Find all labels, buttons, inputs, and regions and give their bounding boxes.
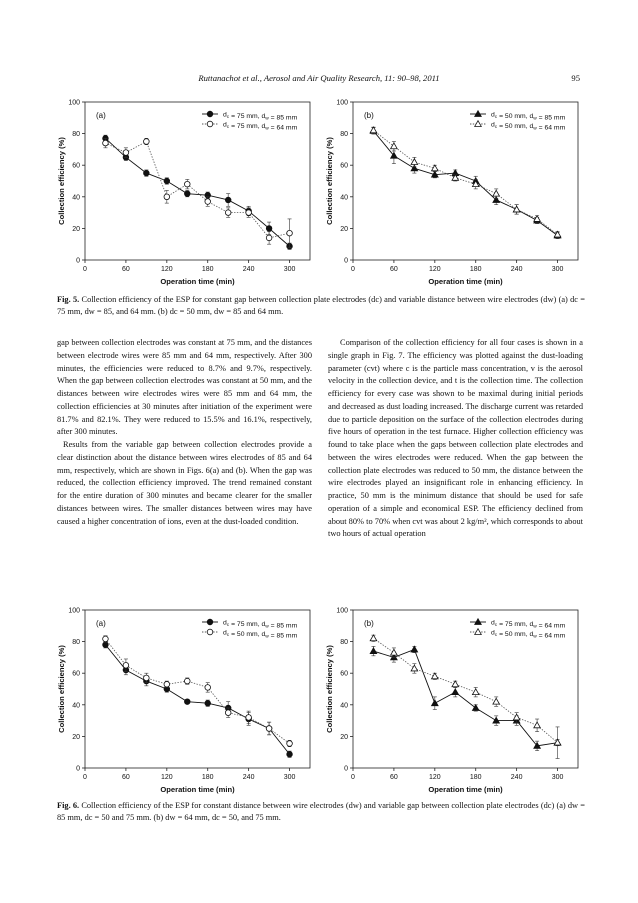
x-tick-label: 240 [510,774,523,781]
panel-label: (a) [96,111,106,120]
y-tick-label: 0 [76,765,80,773]
x-tick-label: 60 [122,774,130,781]
legend [202,111,298,131]
body-right-column [328,337,583,541]
series-2 [370,127,561,238]
y-tick-label: 80 [340,131,348,139]
x-tick-label: 120 [160,774,173,781]
legend-label-2: $d_c = 50$ mm, $d_w = 85$ mm [223,629,298,640]
x-tick-label: 0 [83,774,87,781]
y-tick-label: 20 [72,733,80,741]
data-point [266,235,272,241]
data-point [513,206,520,212]
series-2 [103,636,293,747]
x-tick-label: 300 [551,774,564,781]
x-tick-label: 0 [83,266,87,273]
y-tick-label: 60 [72,670,80,678]
data-point [287,230,293,236]
data-point [287,741,293,747]
series-line [105,138,289,246]
y-tick-label: 40 [340,702,348,710]
legend-label-1: $d_c = 75$ mm, $d_w = 64$ mm [491,619,566,630]
data-point [493,190,500,196]
series-line [105,142,289,238]
x-tick-label: 60 [390,266,398,273]
legend-label-2: $d_c = 75$ mm, $d_w = 64$ mm [223,121,298,132]
data-point [391,143,398,149]
x-tick-label: 120 [428,774,441,781]
data-point [164,681,170,687]
y-tick-label: 80 [72,639,80,647]
y-tick-label: 0 [76,257,80,265]
body-left-paragraph-1: gap between collection electrodes was constant at 75 mm, and the distances between electrode wires were 85 mm and 64 mm, respectively. After 300 minutes, the efficiencies were reduced to 8.7% and 9.7%, respectively. When the gap between collection electrodes was constant at 50 mm, and the distances between wire electrodes wires were 85 mm and 64 mm, the collection efficiencies at 30 minutes after initiation of the experiment were 81.7% and 82.1%. They were reduced to 15.5% and 16.1%, respectively, after 300 minutes. [57,338,312,437]
fig6-caption-lead: Fig. 6. [57,801,80,810]
series-2 [103,138,293,247]
data-point [534,722,541,728]
series-line [373,131,557,236]
page-number: 95 [571,73,580,83]
data-point [266,226,272,232]
fig5-caption [57,294,585,317]
legend-marker [207,629,213,635]
data-point [225,710,231,716]
x-tick-label: 0 [351,774,355,781]
data-point [452,689,459,695]
x-tick-label: 240 [242,774,255,781]
y-tick-label: 40 [340,194,348,202]
data-point [164,178,170,184]
y-tick-label: 100 [68,99,80,107]
y-tick-label: 80 [340,639,348,647]
data-point [411,646,418,652]
panel-label: (b) [364,619,374,628]
x-tick-label: 180 [469,266,482,273]
x-tick-label: 0 [351,266,355,273]
legend-marker [207,111,213,117]
x-tick-label: 240 [510,266,523,273]
data-point [246,210,252,216]
series-line [105,639,289,744]
legend [470,111,566,132]
y-tick-label: 20 [340,225,348,233]
body-left-paragraph-2: Results from the variable gap between collection electrodes provide a clear distinction about the distance between wires electrodes of 85 and 64 mm, respectively, which are shown in Figs. 6(a) and (b). When the gap was reduced, the collection efficiency improved. The trend remained constant for the entire duration of 300 minutes and became clearer for the smaller distances between wires. The smaller distances between wires may have caused a higher concentration of ions, even at the dust-loaded condition. [57,440,312,526]
series-1 [370,128,561,239]
x-tick-label: 60 [122,266,130,273]
data-point [103,636,109,642]
data-point [103,642,109,648]
data-point [184,181,190,187]
x-tick-label: 120 [428,266,441,273]
series-1 [370,646,561,758]
y-tick-label: 0 [344,257,348,265]
legend-label-2: $d_c = 50$ mm, $d_w = 64$ mm [491,629,566,640]
x-tick-label: 180 [201,266,214,273]
running-title: Ruttanachot et al., Aerosol and Air Quality Research, 11: 90–98, 2011 [198,73,440,83]
y-tick-label: 60 [72,162,80,170]
data-point [246,715,252,721]
data-point [205,685,211,691]
x-tick-label: 180 [201,774,214,781]
y-tick-label: 20 [72,225,80,233]
data-point [144,675,150,681]
data-point [164,194,170,200]
fig6-chart-b [320,600,585,795]
panel-label: (a) [96,619,106,628]
data-point [144,170,150,176]
y-axis-label: Collection efficiency (%) [325,137,334,225]
data-point [123,663,129,669]
series-2 [370,635,561,746]
data-point [513,714,520,720]
body-right-paragraph-1: Comparison of the collection efficiency for all four cases is shown in a single graph in Fig. 7. The efficiency was plotted against the dust-loading parameter (cvt) where c is the particle mass concentration, v is the aerosol velocity in the collection device, and t is the collection time. The collection efficiency for every case was shown to be maximal during initial periods and decreased as dust loading increased. The discharge current was retarded due to particle deposition on the surface of the collection electrodes during five hours of operation in the test furnace. Higher collection efficiency was found to take place when the gaps between collection plate electrodes and between the wires electrodes were reduced. When the gap between the collection plate electrodes was reduced to 50 mm, the distance between the wire electrodes played an insignificant role in enhancing efficiency. In practice, 50 mm is the minimum distance that should be used for safe operation of a simple and economical ESP. The efficiency declined from about 80% to 70% when cvt was about 2 kg/m², which corresponds to about two hours of actual operation [328,338,583,539]
x-tick-label: 300 [283,774,296,781]
y-tick-label: 60 [340,670,348,678]
legend [202,619,298,639]
data-point [225,210,231,216]
fig5-chart-b [320,92,585,287]
data-point [123,150,129,156]
data-point [225,197,231,203]
y-tick-label: 40 [72,702,80,710]
data-point [432,673,439,679]
x-tick-label: 60 [390,774,398,781]
y-tick-label: 0 [344,765,348,773]
data-point [432,700,439,706]
data-point [205,199,211,205]
y-axis-label: Collection efficiency (%) [325,645,334,733]
legend-label-1: $d_c = 75$ mm, $d_w = 85$ mm [223,111,298,122]
fig6-caption [57,800,585,823]
legend [470,619,566,640]
legend-marker [207,121,213,127]
data-point [184,191,190,197]
data-point [411,159,418,165]
x-tick-label: 240 [242,266,255,273]
data-point [205,700,211,706]
y-tick-label: 80 [72,131,80,139]
x-axis-label: Operation time (min) [428,785,503,794]
data-point [411,665,418,671]
y-axis-label: Collection efficiency (%) [57,137,66,225]
x-tick-label: 300 [283,266,296,273]
series-line [373,650,557,746]
data-point [103,140,109,146]
fig6-caption-text: Collection efficiency of the ESP for constant distance between wire electrodes (dw) and variable gap between collection plate electrodes (dc) (a) dw = 85 mm, dc = 50 and 75 mm. (b) dw = 64 mm, dc = 50, and 75 mm. [57,801,585,822]
x-axis-label: Operation time (min) [428,277,503,286]
fig5-caption-lead: Fig. 5. [57,295,80,304]
y-tick-label: 100 [336,99,348,107]
data-point [266,726,272,732]
y-tick-label: 40 [72,194,80,202]
x-tick-label: 180 [469,774,482,781]
fig5-chart-a [52,92,317,287]
series-line [373,130,557,234]
x-tick-label: 300 [551,266,564,273]
data-point [493,698,500,704]
data-point [472,705,479,711]
data-point [452,681,459,687]
legend-marker [207,619,213,625]
y-tick-label: 100 [336,607,348,615]
data-point [472,689,479,695]
panel-label: (b) [364,111,374,120]
series-1 [103,135,293,249]
fig6-chart-a [52,600,317,795]
x-tick-label: 120 [160,266,173,273]
data-point [287,751,293,757]
series-line [105,645,289,754]
body-left-column [57,337,312,528]
y-tick-label: 60 [340,162,348,170]
legend-label-1: $d_c = 75$ mm, $d_w = 85$ mm [223,619,298,630]
legend-label-1: $d_c = 50$ mm, $d_w = 85$ mm [491,111,566,122]
data-point [184,699,190,705]
series-1 [103,642,293,758]
y-tick-label: 20 [340,733,348,741]
data-point [370,127,377,133]
legend-label-2: $d_c = 50$ mm, $d_w = 64$ mm [491,121,566,132]
x-axis-label: Operation time (min) [160,785,235,794]
y-axis-label: Collection efficiency (%) [57,645,66,733]
data-point [144,139,150,145]
data-point [391,649,398,655]
data-point [534,216,541,222]
data-point [370,635,377,641]
series-line [373,638,557,742]
y-tick-label: 100 [68,607,80,615]
data-point [370,648,377,654]
data-point [184,678,190,684]
x-axis-label: Operation time (min) [160,277,235,286]
fig5-caption-text: Collection efficiency of the ESP for constant gap between collection plate electrodes (dc) and variable distance between wire electrodes (dw) (a) dc = 75 mm, dw = 85, and 64 mm. (b) dc = 50 mm, dw = 85 and 64 mm. [57,295,585,316]
